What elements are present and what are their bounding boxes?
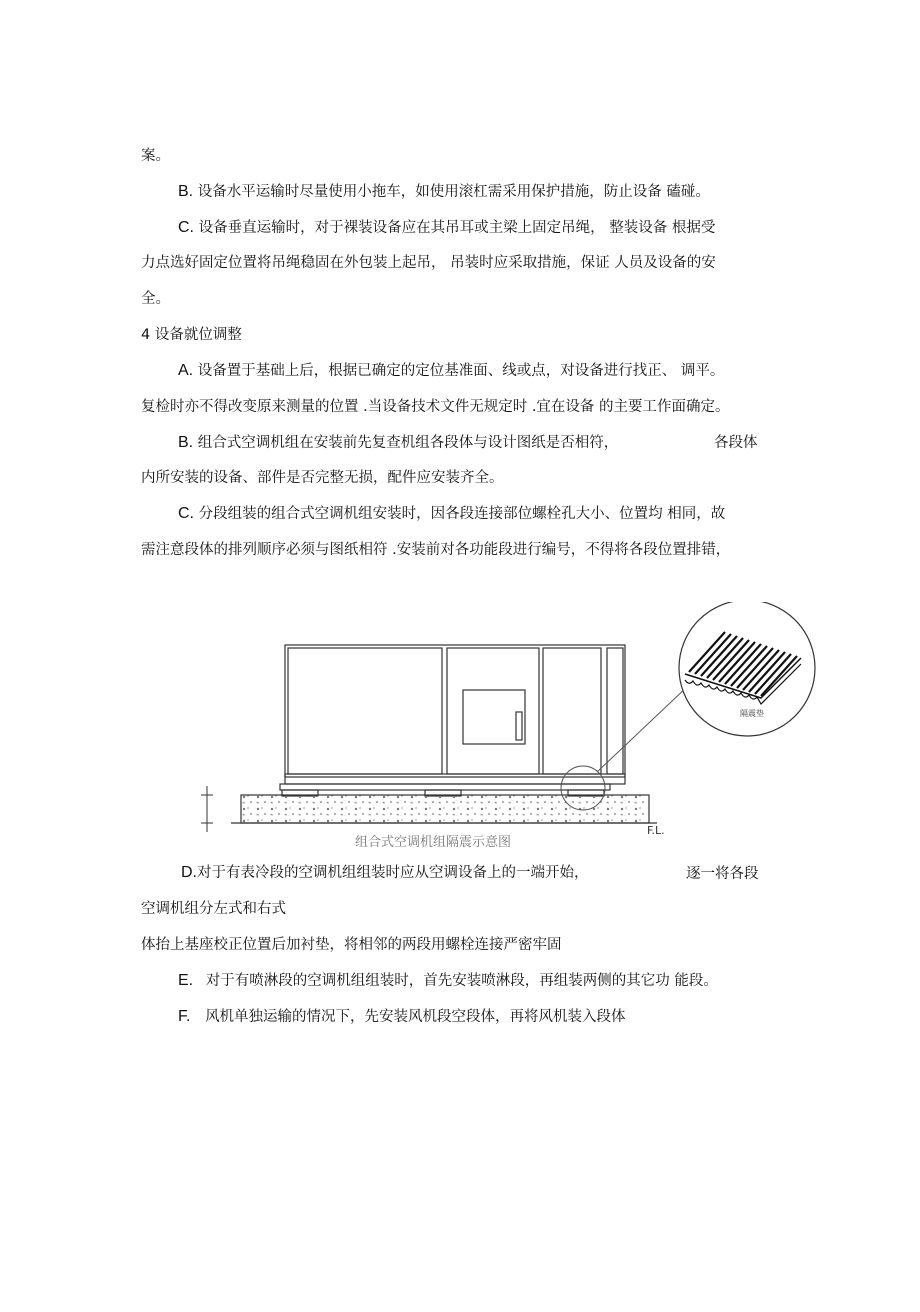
item-a-line-2: 复检时亦不得改变原来测量的位置 .当设备技术文件无规定时 .宜在设备 的主要工作面确定。 (141, 399, 730, 415)
item-label: D. (181, 864, 197, 881)
item-label: B. (178, 434, 194, 451)
item-text: 设备垂直运输时，对于裸装设备应在其吊耳或主梁上固定吊绳， 整装设备 根据受 (198, 220, 716, 236)
item-d-line-3: 体抬上基座校正位置后加衬垫，将相邻的两段用螺栓连接严密牢固 (141, 937, 562, 953)
item-b-transport (178, 182, 710, 202)
air-handling-unit (285, 645, 625, 784)
item-label: E. (178, 972, 194, 989)
item-text: 设备水平运输时尽量使用小拖车，如使用滚杠需采用保护措施，防止设备 磕碰。 (197, 184, 710, 200)
section-heading-4: 4 设备就位调整 (141, 327, 242, 343)
figure-caption: 组合式空调机组隔震示意图 (355, 835, 512, 850)
item-text: 设备置于基础上后，根据已确定的定位基准面、线或点，对设备进行找正、 调平。 (197, 363, 725, 379)
isolation-pad-inset (679, 602, 815, 736)
item-d-tail: 逐一将各段 (686, 866, 759, 882)
item-c-vertical-transport (178, 218, 715, 238)
item-label: C. (178, 219, 194, 236)
item-e-spray-section (178, 971, 718, 991)
item-label: C. (178, 505, 194, 522)
item-label: A. (178, 362, 194, 379)
item-a-placement (178, 361, 724, 381)
item-d-coil-section (181, 863, 589, 883)
paragraph-continuation: 案。 (141, 148, 170, 164)
item-text: 组合式空调机组在安装前先复查机组各段体与设计图纸是否相符， (197, 435, 619, 451)
item-b-line-2: 内所安装的设备、部件是否完整无损，配件应安装齐全。 (141, 470, 504, 486)
height-dimension (201, 786, 213, 832)
item-text: 对于有喷淋段的空调机组组装时，首先安装喷淋段，再组装两侧的其它功 能段。 (205, 973, 718, 989)
item-f-fan (178, 1007, 626, 1027)
item-c-assembly-line-2: 需注意段体的排列顺序必须与图纸相符 .安装前对各功能段进行编号，不得将各段位置排错， (141, 542, 731, 558)
item-b-check (178, 433, 618, 453)
item-label: F. (178, 1008, 191, 1025)
ahu-isolation-diagram (185, 602, 835, 852)
item-c-line-2: 力点选好固定位置将吊绳稳固在外包装上起吊， 吊装时应采取措施，保证 人员及设备的安 (141, 255, 716, 271)
inset-label: 隔震垫 (740, 709, 764, 718)
item-c-assembly (178, 504, 725, 524)
floor-level-label: F.L. (647, 824, 665, 837)
item-c-line-3: 全。 (141, 291, 170, 307)
item-text: 分段组装的组合式空调机组安装时，因各段连接部位螺栓孔大小、位置均 相同，故 (198, 506, 726, 522)
item-b-check-tail: 各段体 (714, 435, 758, 451)
leader-line (597, 686, 688, 772)
item-d-line-2: 空调机组分左式和右式 (141, 901, 286, 917)
base-frame (280, 784, 610, 796)
item-text: 对于有表冷段的空调机组组装时应从空调设备上的一端开始， (197, 865, 589, 881)
item-label: B. (178, 183, 194, 200)
item-text: 风机单独运输的情况下，先安装风机段空段体，再将风机装入段体 (205, 1009, 626, 1025)
